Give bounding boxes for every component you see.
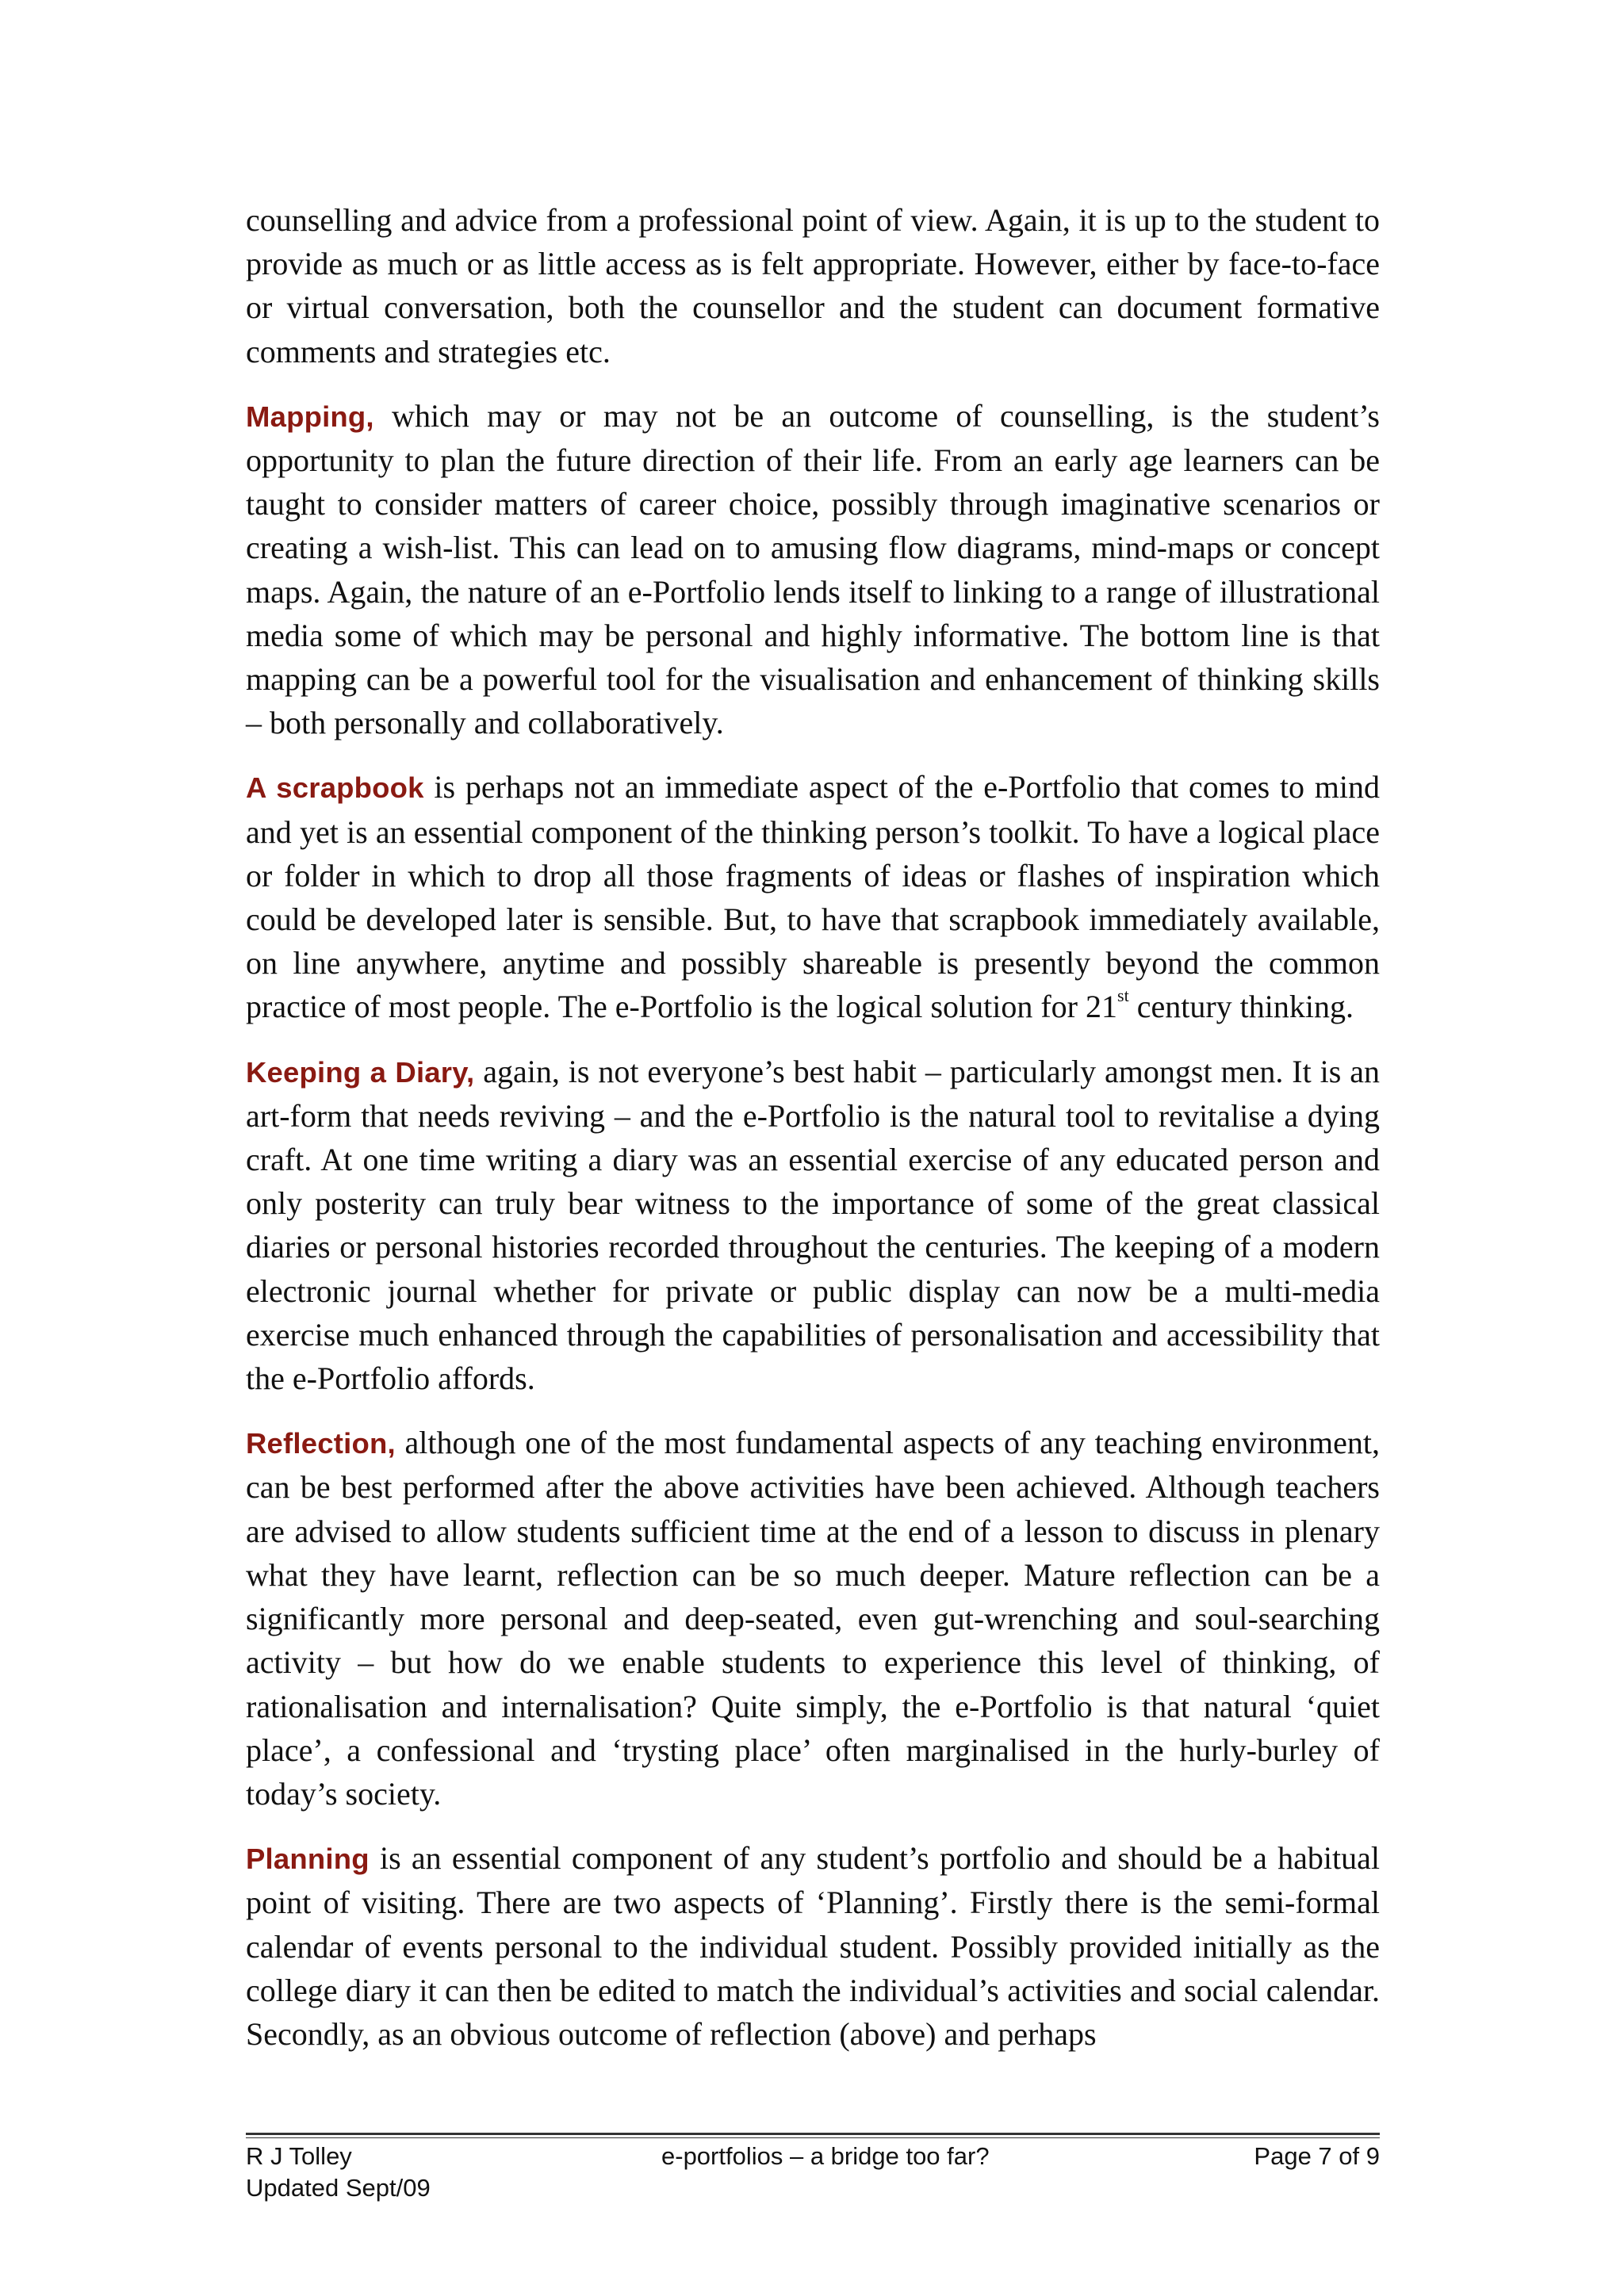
footer-row-updated — [246, 2172, 1380, 2204]
paragraph-heading-reflection: Reflection, — [246, 1427, 396, 1460]
paragraph-heading-planning: Planning — [246, 1843, 370, 1876]
page-footer — [246, 2141, 1380, 2204]
paragraph-planning — [246, 1836, 1380, 2056]
footer-row-main — [246, 2141, 1380, 2172]
footer-page-number: Page 7 of 9 — [1254, 2142, 1380, 2170]
paragraph-heading-diary: Keeping a Diary, — [246, 1055, 475, 1089]
paragraph-counselling — [246, 198, 1380, 373]
paragraph-reflection — [246, 1421, 1380, 1816]
paragraph-heading-scrapbook: A scrapbook — [246, 771, 424, 805]
footer-updated-date: Updated Sept/09 — [246, 2174, 431, 2202]
footer-divider — [246, 2133, 1380, 2138]
footer-document-title: e-portfolios – a bridge too far? — [661, 2142, 990, 2170]
paragraph-heading-mapping: Mapping, — [246, 400, 374, 433]
paragraph-text: again, is not everyone’s best habit – particularly amongst men. It is an art-form that needs reviving – and the e-Portfolio is the natural tool to revitalise a dying craft. At one time writing a diary was an essential exercise of any educated person and only posterity can truly bear witness to the importance of some of the great classical diaries or personal histories recorded throughout the centuries. The keeping of a modern electronic journal whether for private or public display can now be a multi-media exercise much enhanced through the capabilities of personalisation and accessibility that the e-Portfolio affords. — [246, 1053, 1380, 1397]
paragraph-scrapbook — [246, 765, 1380, 1028]
paragraph-text: which may or may not be an outcome of counselling, is the student’s opportunity to plan the future direction of their life. From an early age learners can be taught to consider matters of career choice, possibly through imaginative scenarios or creating a wish-list. This can lead on to amusing flow diagrams, mind-maps or concept maps. Again, the nature of an e-Portfolio lends itself to linking to a range of illustrational media some of which may be personal and highly informative. The bottom line is that mapping can be a powerful tool for the visualisation and enhancement of thinking skills – both personally and collaboratively. — [246, 397, 1380, 741]
paragraph-text: is an essential component of any student’s portfolio and should be a habitual point of visiting. There are two aspects of ‘Planning’. Firstly there is the semi-formal calendar of events personal to the individual student. Possibly provided initially as the college diary it can then be edited to match the individual’s activities and social calendar. Secondly, as an obvious outcome of reflection (above) and perhaps — [246, 1840, 1380, 2052]
paragraph-text: is perhaps not an immediate aspect of the e-Portfolio that comes to mind and yet is an essential component of the thinking person’s toolkit. To have a logical place or folder in which to drop all those fragments of ideas or flashes of inspiration which could be developed later is sensible. But, to have that scrapbook immediately available, on line anywhere, anytime and possibly shareable is presently beyond the common practice of most people. The e-Portfolio is the logical solution for 21 — [246, 769, 1380, 1025]
superscript-ordinal: st — [1117, 985, 1129, 1006]
paragraph-text: although one of the most fundamental aspects of any teaching environment, can be best performed after the above activities have been achieved. Although teachers are advised to allow students sufficient time at the end of a lesson to discuss in plenary what they have learnt, reflection can be so much deeper. Mature reflection can be a significantly more personal and deep-seated, even gut-wrenching and soul-searching activity – but how do we enable students to experience this level of thinking, of rationalisation and internalisation? Quite simply, the e-Portfolio is that natural ‘quiet place’, a confessional and ‘trysting place’ often marginalised in the hurly-burley of today’s society. — [246, 1425, 1380, 1812]
paragraph-mapping — [246, 394, 1380, 745]
paragraph-text-tail: century thinking. — [1128, 989, 1354, 1025]
paragraph-diary — [246, 1050, 1380, 1401]
footer-author: R J Tolley — [246, 2142, 352, 2170]
paragraph-text: counselling and advice from a professional point of view. Again, it is up to the student to provide as much or as little access as is felt appropriate. However, either by face-to-face or virtual conversation, both the counsellor and the student can document formative comments and strategies etc. — [246, 202, 1380, 369]
document-body — [246, 198, 1380, 2076]
